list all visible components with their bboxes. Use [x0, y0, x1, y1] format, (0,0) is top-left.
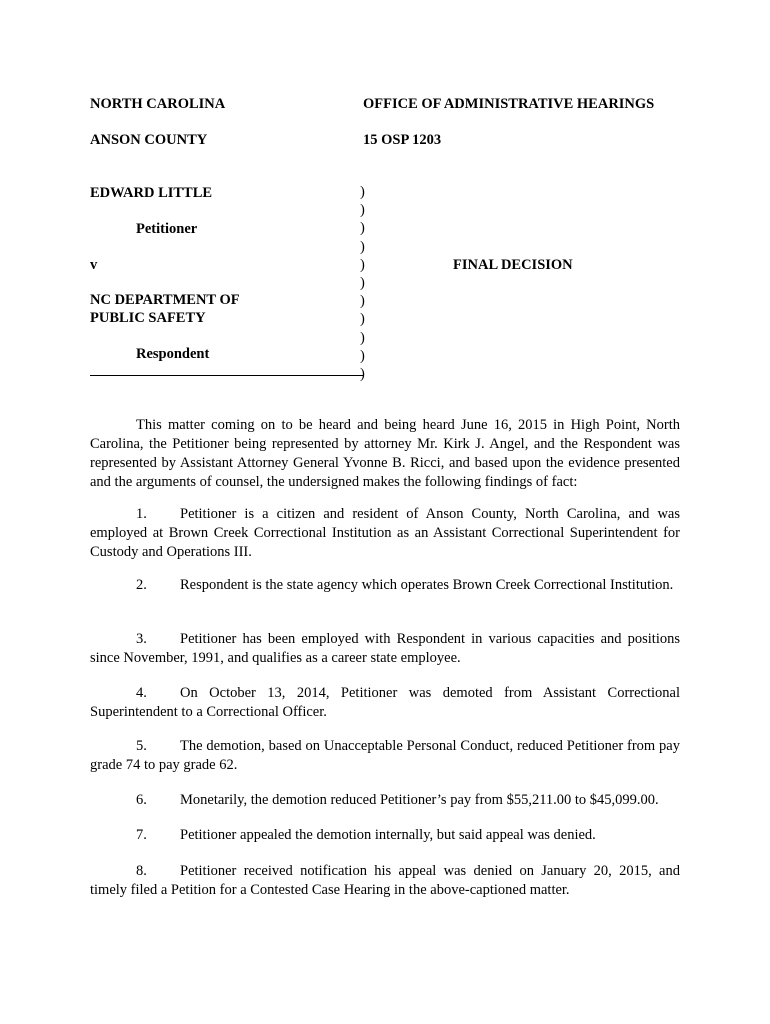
caption-paren: ): [360, 238, 365, 255]
respondent-name-line1: NC DEPARTMENT OF: [90, 292, 240, 308]
finding-5: [90, 737, 680, 775]
caption-paren: ): [360, 293, 365, 310]
finding-2: [90, 576, 680, 595]
caption-paren: ): [360, 220, 365, 237]
caption-parenthesis-column: [360, 183, 365, 383]
caption-paren: ): [360, 311, 365, 328]
finding-text: Petitioner received notification his appeal was denied on January 20, 2015, and timely filed a Petition for a Contested Case Hearing in the above-captioned matter.: [90, 863, 680, 898]
petitioner-role: Petitioner: [136, 221, 198, 237]
finding-number: 6.: [136, 792, 147, 808]
finding-text: The demotion, based on Unacceptable Personal Conduct, reduced Petitioner from pay grade 74 to pay grade 62.: [90, 738, 680, 773]
county-heading: ANSON COUNTY: [90, 132, 208, 148]
caption-paren: ): [360, 202, 365, 219]
finding-text: Petitioner is a citizen and resident of Anson County, North Carolina, and was employed at Brown Creek Correctional Institution as an Assistant Correctional Superintendent for Custody and Operations III.: [90, 506, 680, 560]
finding-number: 3.: [136, 631, 147, 647]
finding-number: 4.: [136, 685, 147, 701]
finding-number: 5.: [136, 738, 147, 754]
finding-number: 8.: [136, 863, 147, 879]
caption-paren: ): [360, 329, 365, 346]
finding-number: 7.: [136, 827, 147, 843]
petitioner-name: EDWARD LITTLE: [90, 185, 213, 201]
intro-paragraph: This matter coming on to be heard and being heard June 16, 2015 in High Point, North Carolina, the Petitioner being represented by attorney Mr. Kirk J. Angel, and the Respondent was represented by Assistant Attorney General Yvonne B. Ricci, and based upon the evidence presented and the arguments of counsel, the undersigned makes the following findings of fact:: [90, 417, 680, 490]
finding-3: [90, 630, 680, 668]
caption-paren: ): [360, 274, 365, 291]
office-heading: OFFICE OF ADMINISTRATIVE HEARINGS: [363, 96, 655, 112]
finding-text: Petitioner has been employed with Respondent in various capacities and positions since November, 1991, and qualifies as a career state employee.: [90, 631, 680, 666]
finding-8: [90, 862, 680, 900]
finding-text: Respondent is the state agency which operates Brown Creek Correctional Institution.: [180, 577, 674, 593]
caption-paren: ): [360, 256, 365, 273]
finding-4: [90, 684, 680, 722]
case-number: 15 OSP 1203: [363, 132, 442, 148]
finding-text: On October 13, 2014, Petitioner was demoted from Assistant Correctional Superintendent to a Correctional Officer.: [90, 685, 680, 720]
finding-number: 1.: [136, 506, 147, 522]
state-heading: NORTH CAROLINA: [90, 96, 226, 112]
respondent-role: Respondent: [136, 346, 210, 362]
versus-label: v: [90, 257, 98, 273]
respondent-name-line2: PUBLIC SAFETY: [90, 310, 206, 326]
finding-text: Monetarily, the demotion reduced Petitioner’s pay from $55,211.00 to $45,099.00.: [180, 792, 659, 808]
finding-6: [90, 791, 680, 810]
document-title: FINAL DECISION: [453, 257, 573, 273]
finding-text: Petitioner appealed the demotion internally, but said appeal was denied.: [180, 827, 596, 843]
caption-paren: ): [360, 365, 365, 382]
finding-number: 2.: [136, 577, 147, 593]
finding-7: [90, 826, 680, 845]
finding-1: [90, 505, 680, 562]
caption-paren: ): [360, 184, 365, 200]
caption-paren: ): [360, 347, 365, 364]
caption-underline: [90, 375, 363, 376]
